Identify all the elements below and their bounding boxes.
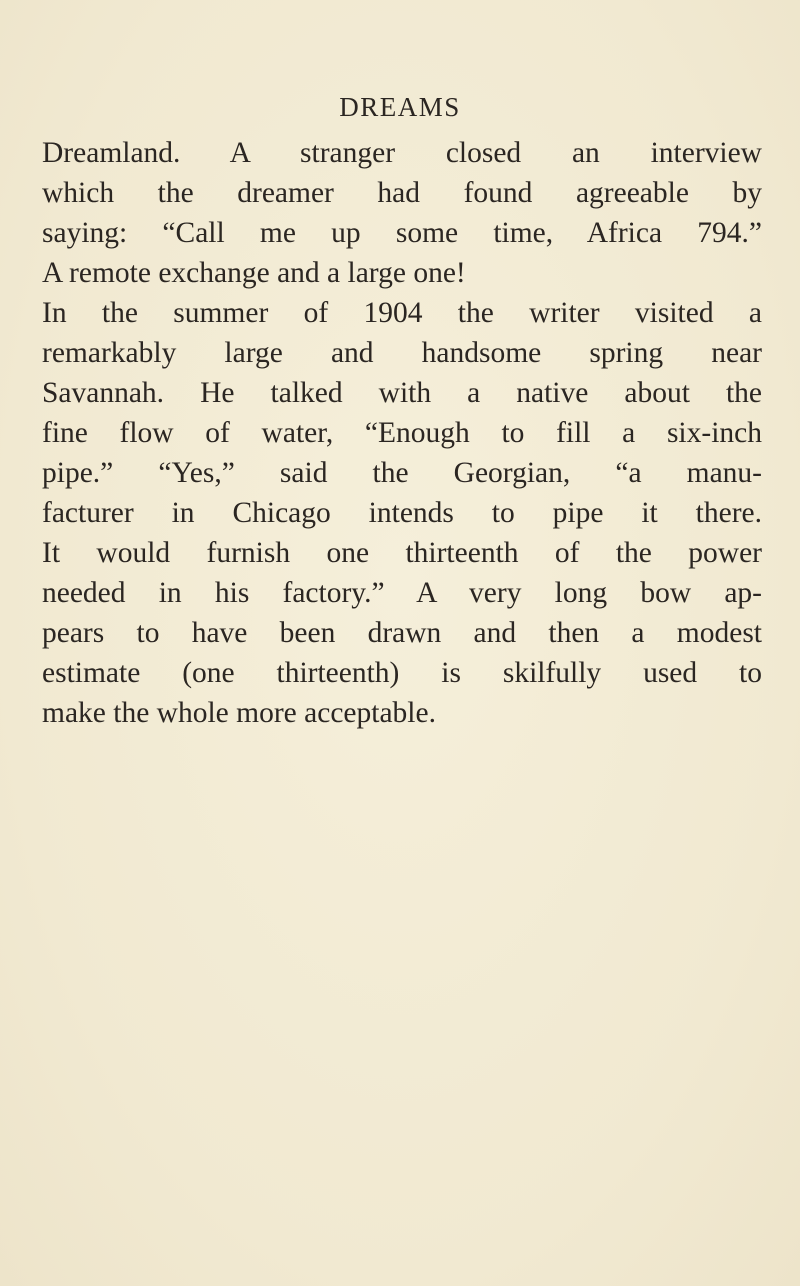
text-line: It would furnish one thirteenth of the power: [42, 537, 762, 569]
text-line: Savannah. He talked with a native about the: [42, 377, 762, 409]
text-line: A remote exchange and a large one!: [42, 257, 466, 289]
text-line: pears to have been drawn and then a modest: [42, 617, 762, 649]
text-line: remarkably large and handsome spring near: [42, 337, 762, 369]
body-text: [42, 133, 762, 733]
text-line: make the whole more acceptable.: [42, 697, 436, 729]
text-line: pipe.” “Yes,” said the Georgian, “a manu-: [42, 457, 762, 489]
text-line: estimate (one thirteenth) is skilfully used to: [42, 657, 762, 689]
text-line: fine flow of water, “Enough to fill a six-inch: [42, 417, 762, 449]
running-head: DREAMS: [339, 92, 461, 122]
text-line: facturer in Chicago intends to pipe it there.: [42, 497, 762, 529]
text-line: Dreamland. A stranger closed an interview: [42, 137, 762, 169]
text-line: In the summer of 1904 the writer visited a: [42, 297, 762, 329]
text-line: needed in his factory.” A very long bow ap-: [42, 577, 762, 609]
text-line: saying: “Call me up some time, Africa 794.”: [42, 217, 762, 249]
text-line: which the dreamer had found agreeable by: [42, 177, 762, 209]
